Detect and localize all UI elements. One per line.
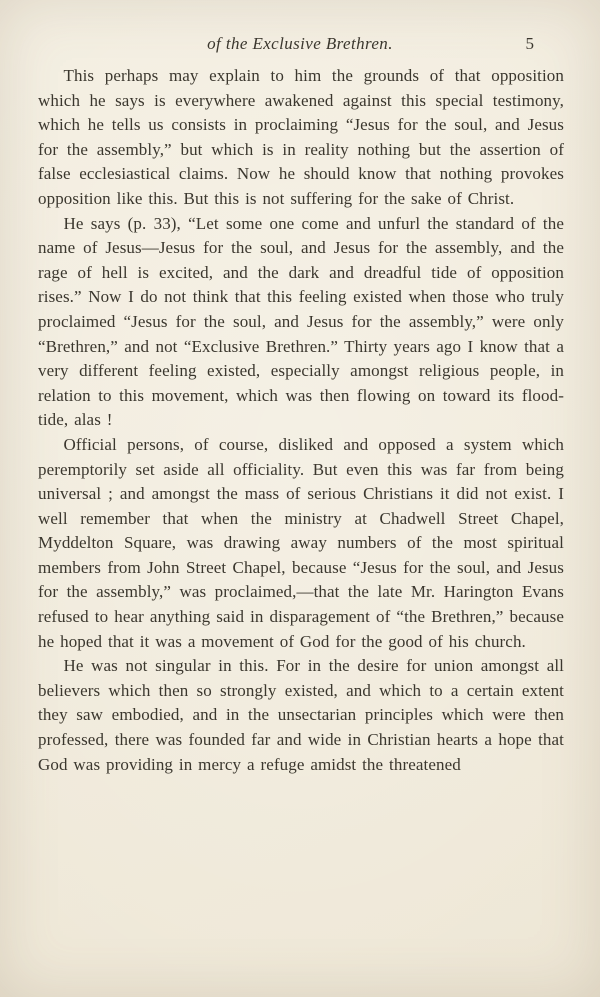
running-title: of the Exclusive Brethren.	[207, 34, 393, 53]
page-header	[38, 34, 562, 60]
paragraph: He was not singular in this. For in the desire for union amongst all believers which then so strongly existed, and which to a certain extent they saw embodied, and in the unsectarian principles which were then professed, there was founded far and wide in Christian hearts a hope that God was providing in mercy a refuge amidst the threatened	[38, 656, 564, 774]
paragraph: This perhaps may explain to him the grounds of that opposition which he says is everywhere awakened against this special testimony, which he tells us consists in proclaiming “Jesus for the soul, and Jesus for the assembly,” but which is in reality nothing but the assertion of false ecclesiastical claims. Now he should know that nothing provokes opposition like this. But this is not suffering for the sake of Christ.	[38, 66, 564, 208]
paragraph: He says (p. 33), “Let some one come and unfurl the standard of the name of Jesus—Jesus for the soul, and Jesus for the assembly, and the rage of hell is excited, and the dark and dreadful tide of opposition rises.” Now I do not think that this feeling existed when those who truly proclaimed “Jesus for the soul, and Jesus for the assembly,” were only “Brethren,” and not “Exclusive Brethren.” Thirty years ago I know that a very different feeling existed, especially amongst religious people, in relation to this movement, which was then flowing on toward its flood-tide, alas !	[38, 213, 564, 430]
page-number: 5	[525, 34, 534, 53]
page-body	[38, 64, 564, 777]
paragraph: Official persons, of course, disliked and opposed a system which peremptorily set aside all officiality. But even this was far from being universal ; and amongst the mass of serious Christians it did not exist. I well remember that when the ministry at Chadwell Street Chapel, Myddelton Square, was drawing away numbers of the most spiritual members from John Street Chapel, because “Jesus for the soul, and Jesus for the assembly,” was proclaimed,—that the late Mr. Harington Evans refused to hear anything said in disparagement of “the Brethren,” because he hoped that it was a movement of God for the good of his church.	[38, 434, 564, 651]
